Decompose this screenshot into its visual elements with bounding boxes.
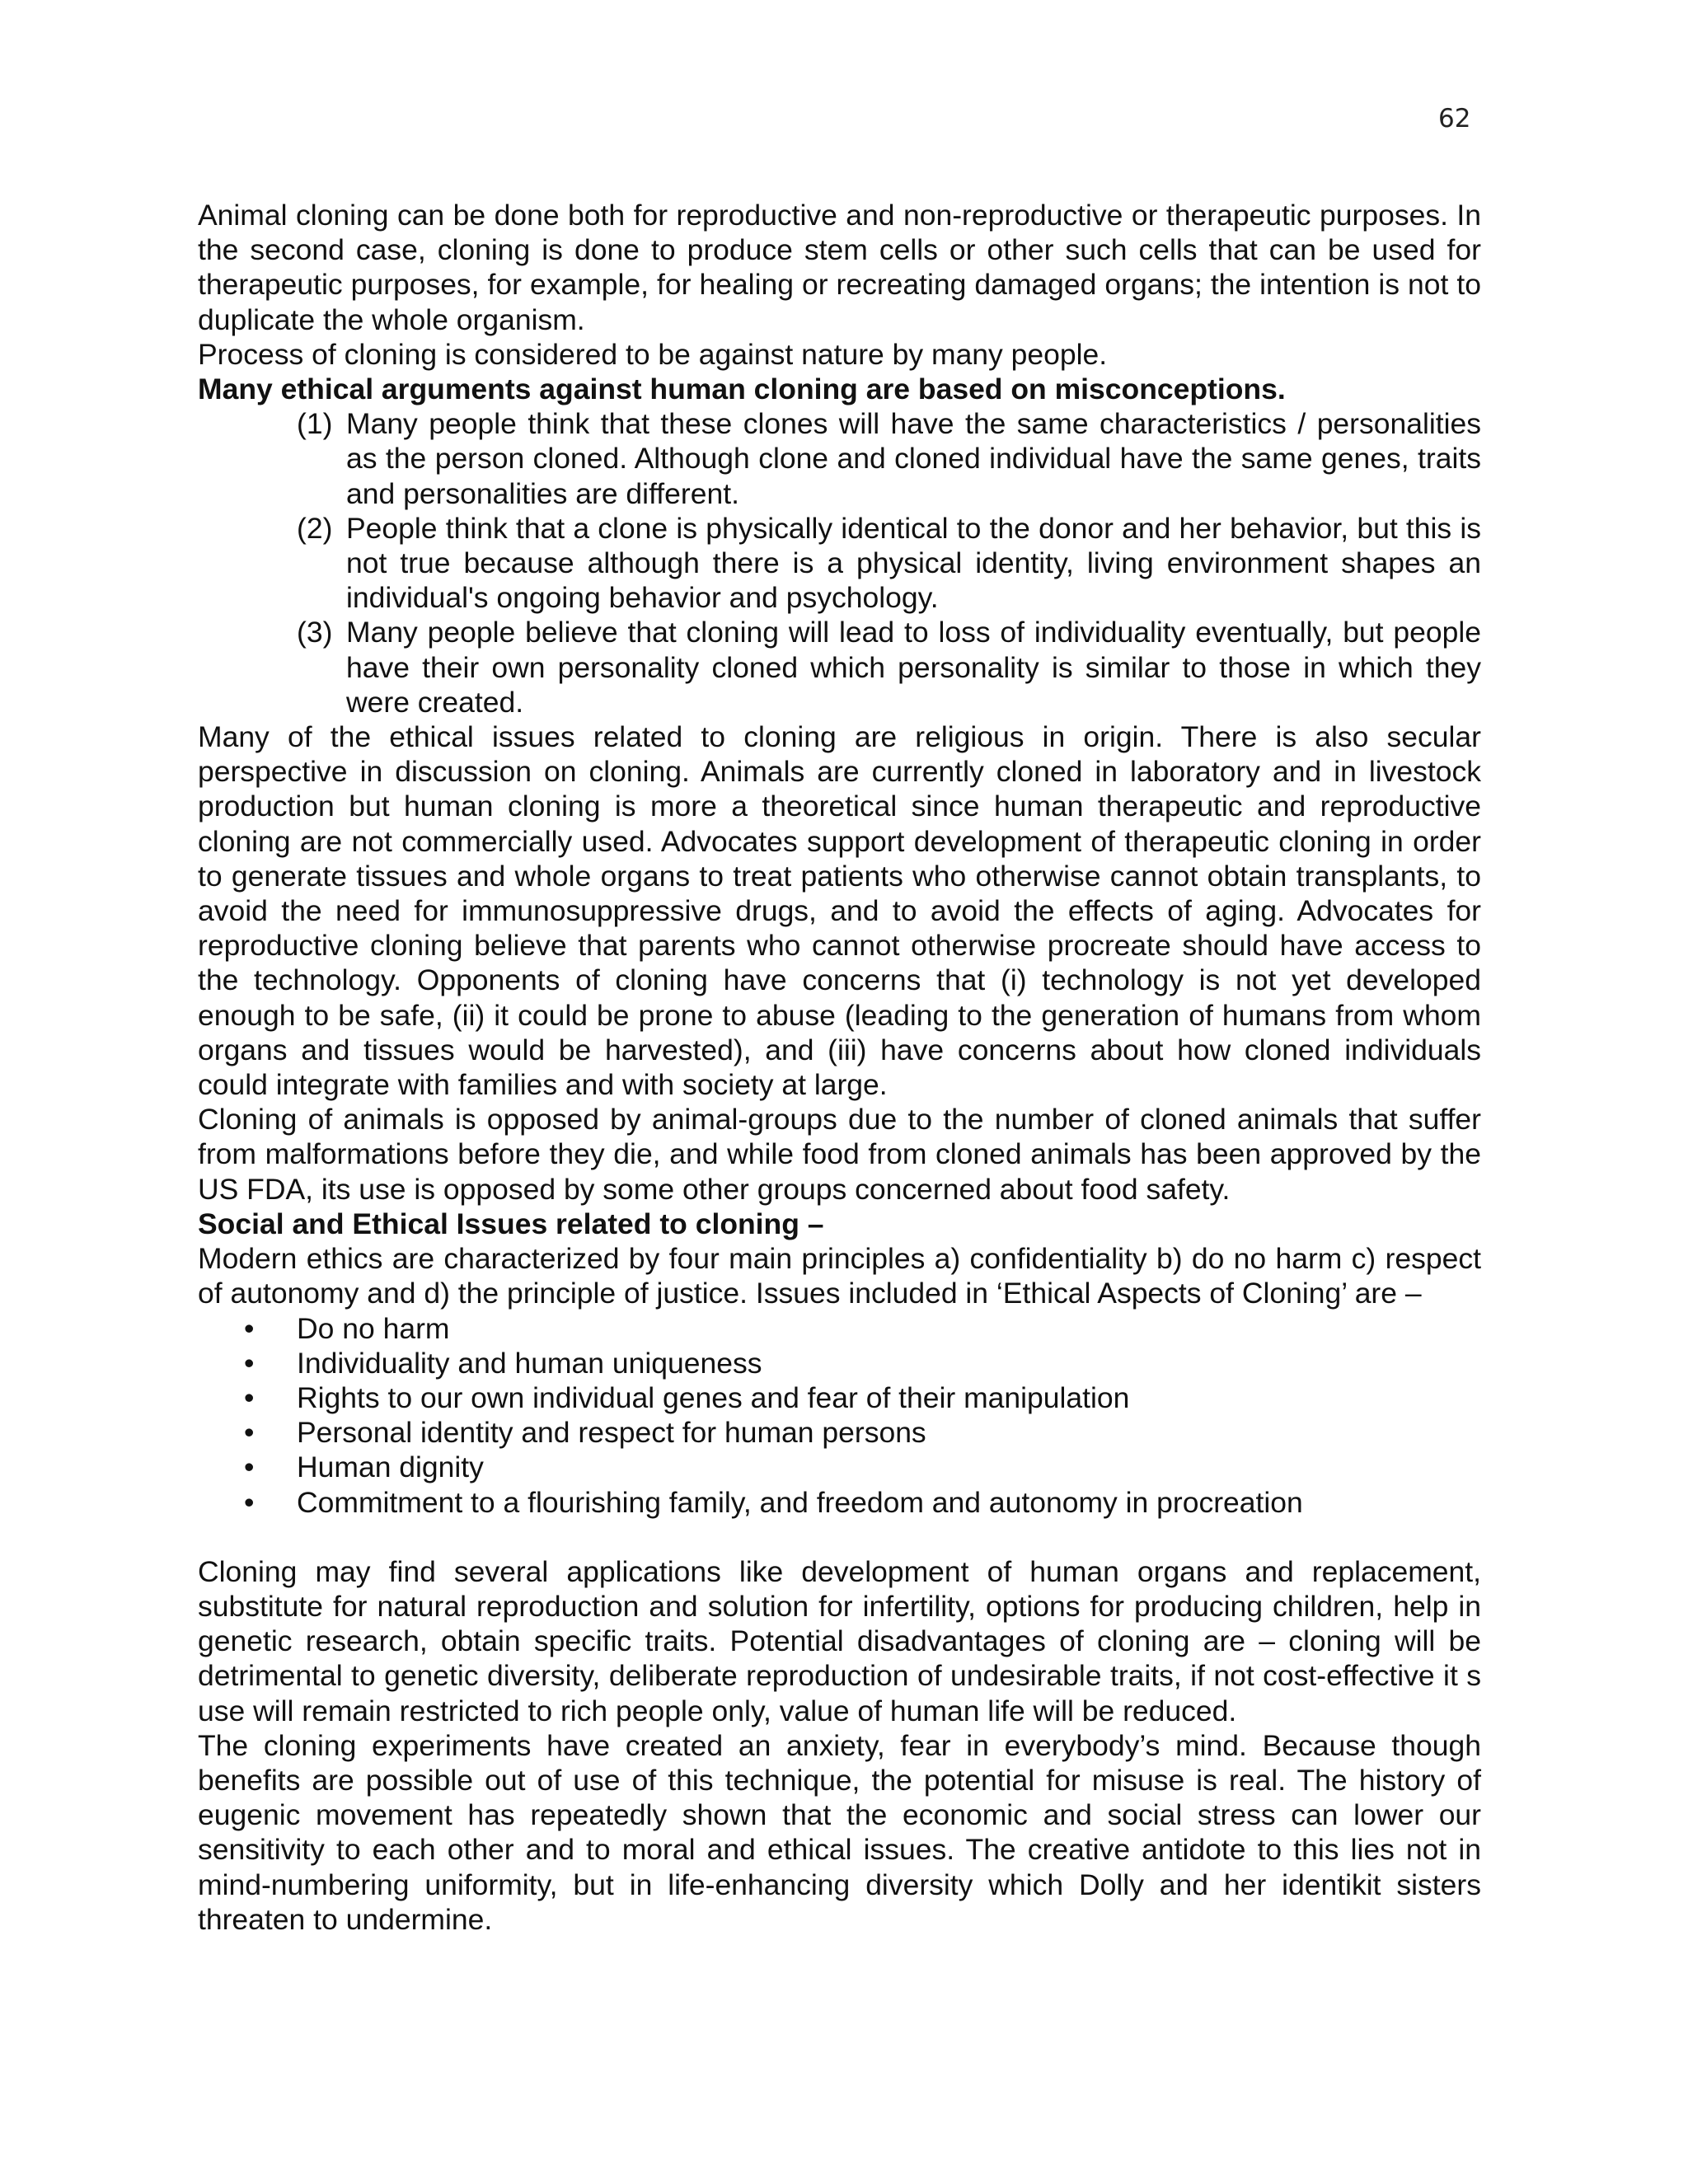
misconception-item [297, 406, 1481, 511]
document-body [198, 198, 1481, 1937]
item-text: People think that a clone is physically identical to the donor and her behavior, but this is not true because although there is a physical identity, living environment shapes an individual's ongoing behavior and psychology. [346, 511, 1481, 615]
ethical-aspects-list [198, 1311, 1481, 1520]
item-number: (1) [297, 407, 333, 441]
social-ethical-heading: Social and Ethical Issues related to cloning – [198, 1207, 824, 1240]
list-item-text: Commitment to a flourishing family, and freedom and autonomy in procreation [297, 1485, 1303, 1519]
misconception-item [297, 511, 1481, 616]
list-item [244, 1485, 1481, 1520]
modern-ethics-paragraph: Modern ethics are characterized by four main principles a) confidentiality b) do no harm c) respect of autonomy and d) the principle of justice. Issues included in ‘Ethical Aspects of Cloning’ are – [198, 1242, 1481, 1310]
list-item-text: Personal identity and respect for human persons [297, 1416, 926, 1450]
list-item-text: Rights to our own individual genes and fear of their manipulation [297, 1380, 1130, 1414]
nature-statement: Process of cloning is considered to be against nature by many people. [198, 337, 1108, 371]
ethical-issues-paragraph: Many of the ethical issues related to cloning are religious in origin. There is also secular perspective in discussion on cloning. Animals are currently cloned in laboratory and in livestock production but human cloning is more a theoretical since human therapeutic and reproductive cloning are not commercially used. Advocates support development of therapeutic cloning in order to generate tissues and whole organs to treat patients who otherwise cannot obtain transplants, to avoid the need for immunosuppressive drugs, and to avoid the effects of aging. Advocates for reproductive cloning believe that parents who cannot otherwise procreate should have access to the technology. Opponents of cloning have concerns that (i) technology is not yet developed enough to be safe, (ii) it could be prone to abuse (leading to the generation of humans from whom organs and tissues would be harvested), and (iii) have concerns about how cloned individuals could integrate with families and with society at large. [198, 720, 1481, 1102]
bullet-icon: • [244, 1380, 255, 1414]
list-item [244, 1450, 1481, 1484]
list-item [244, 1311, 1481, 1346]
bullet-icon: • [244, 1485, 255, 1519]
misconceptions-heading: Many ethical arguments against human cloning are based on misconceptions. [198, 373, 1286, 406]
bullet-icon: • [244, 1451, 255, 1484]
list-item-text: Human dignity [297, 1451, 484, 1484]
item-number: (2) [297, 511, 333, 545]
list-item [244, 1415, 1481, 1450]
conclusion-paragraph: The cloning experiments have created an anxiety, fear in everybody’s mind. Because though benefits are possible out of use of this technique, the potential for misuse is real. The history of eugenic movement has repeatedly shown that the economic and social stress can lower our sensitivity to each other and to moral and ethical issues. The creative antidote to this lies not in mind-numbering uniformity, but in life-enhancing diversity which Dolly and her identikit sisters threaten to undermine. [198, 1728, 1481, 1936]
intro-paragraph: Animal cloning can be done both for reproductive and non-reproductive or therapeutic purposes. In the second case, cloning is done to produce stem cells or other such cells that can be used for therapeutic purposes, for example, for healing or recreating damaged organs; the intention is not to duplicate the whole organism. [198, 199, 1481, 336]
list-item-text: Individuality and human uniqueness [297, 1346, 762, 1380]
blank-line [198, 1520, 1481, 1554]
bullet-icon: • [244, 1346, 255, 1380]
list-item-text: Do no harm [297, 1311, 450, 1345]
item-number: (3) [297, 616, 333, 649]
item-text: Many people believe that cloning will lead to loss of individuality eventually, but people have their own personality cloned which personality is similar to those in which they were created. [346, 616, 1481, 719]
misconception-item [297, 615, 1481, 719]
applications-paragraph: Cloning may find several applications like development of human organs and replacement, substitute for natural reproduction and solution for infertility, options for producing children, help in genetic research, obtain specific traits. Potential disadvantages of cloning are – cloning will be detrimental to genetic diversity, deliberate reproduction of undesirable traits, if not cost-effective it s use will remain restricted to rich people only, value of human life will be reduced. [198, 1554, 1481, 1727]
page-number: 62 [1438, 104, 1471, 134]
item-text: Many people think that these clones will have the same characteristics / personalities as the person cloned. Although clone and cloned individual have the same genes, traits and personalities are different. [346, 407, 1481, 510]
list-item [244, 1380, 1481, 1415]
animal-cloning-paragraph: Cloning of animals is opposed by animal-groups due to the number of cloned animals that suffer from malformations before they die, and while food from cloned animals has been approved by the US FDA, its use is opposed by some other groups concerned about food safety. [198, 1103, 1481, 1206]
list-item [244, 1346, 1481, 1380]
bullet-icon: • [244, 1311, 255, 1345]
misconceptions-list [198, 406, 1481, 719]
bullet-icon: • [244, 1416, 255, 1450]
